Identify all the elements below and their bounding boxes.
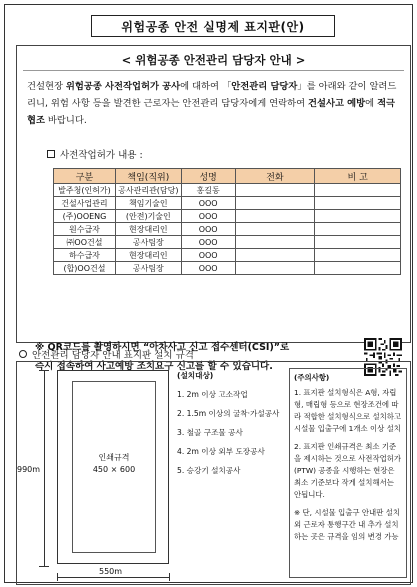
print-size-label: 인쇄규격 [98,453,130,462]
column-header: 성명 [181,169,235,184]
sign-print-area [72,381,156,553]
list-item: 3. 철골 구조물 공사 [177,428,243,437]
width-dimension-label: 550m [99,567,123,576]
work-permit-label [47,147,143,161]
contact-table [53,168,401,275]
table-row [54,223,401,236]
list-item: 4. 2m 이상 외부 도장공사 [177,447,265,456]
table-cell: 원수급자 [54,223,116,236]
table-cell: OOO [181,210,235,223]
table-cell [235,184,315,197]
notice-divider [23,70,404,71]
table-cell: 현장대리인 [115,249,181,262]
column-header: 비 고 [315,169,401,184]
table-cell [315,262,401,275]
column-header: 구분 [54,169,116,184]
table-cell [235,210,315,223]
table-cell: 발주청(인허가) [54,184,116,197]
page-title: 위험공종 안전 실명제 표지판(안) [91,15,335,37]
table-cell [315,184,401,197]
table-cell [235,223,315,236]
intro-emphasis: 위험공종 사전작업허가 공사 [65,81,181,92]
table-cell: 건설사업관리 [54,197,116,210]
caution-item: 1. 표지판 설치형식은 A형, 자립형, 매립형 등으로 현장조건에 따라 적합한 설치형식으로 설치하고 시설물 입출구에 1개소 이상 설치 [294,388,402,433]
dimension-tick [39,370,49,371]
qr-instructions-line: ※ QR코드를 촬영하시면 “아차사고 신고 접수센터(CSI)”로 [35,342,290,353]
table-cell [235,236,315,249]
table-cell: OOO [181,236,235,249]
spec-section-title-text: 안전관리 담당자 안내 표지판 설치 규격 [32,350,194,361]
install-targets [177,370,285,484]
column-header: 전화 [235,169,315,184]
work-permit-label-text: 사전작업허가 내용 : [60,150,143,161]
intro-text: 에 [365,98,378,109]
install-targets-heading: (설치대상) [177,371,214,380]
table-cell [315,236,401,249]
table-row [54,184,401,197]
table-header-row [54,169,401,184]
caution-item: 2. 표지판 인쇄규격은 최소 기준을 제시하는 것으로 사전작업허가(PTW) 공종을 시행하는 현장은 최소 기준보다 작게 설치해서는 안됩니다. [294,442,402,499]
intro-text: 바랍니다. [44,115,87,126]
height-dimension-label: 990m [17,465,41,474]
table-cell: (안전)기술인 [115,210,181,223]
table-row [54,262,401,275]
intro-emphasis: 건설사고 예방 [308,98,366,109]
spec-panel [16,361,411,585]
notice-intro [27,78,405,129]
table-cell [315,210,401,223]
table-cell [235,197,315,210]
caution-item: ※ 단, 시설물 입출구 안내판 설치 외 근로자 통행구간 내 추가 설치하는 곳은 규격을 임의 변경 가능 [294,508,400,541]
page-frame [4,4,413,583]
intro-emphasis: 안전관리 담당자 [231,81,298,92]
list-item: 2. 1.5m 이상의 굴착·가설공사 [177,409,280,418]
table-cell: 책임기술인 [115,197,181,210]
caution-heading: (주의사항) [294,373,330,382]
intro-emphasis: 적극 협조 [27,98,396,126]
intro-text: 건설현장 [27,81,66,92]
notice-heading: < 위험공종 안전관리 담당자 안내 > [121,53,306,67]
list-item: 5. 승강기 설치공사 [177,466,241,475]
table-cell [315,249,401,262]
table-cell: ㈜OO건설 [54,236,116,249]
table-row [54,236,401,249]
table-cell: (합)OO건설 [54,262,116,275]
table-cell: OOO [181,197,235,210]
table-cell [235,249,315,262]
height-dimension-line [44,370,45,566]
qr-instructions-line: 즉시 접속하여 사고예방 조치요구 신고를 할 수 있습니다. [35,361,273,372]
spec-section-title [19,347,194,361]
table-row [54,197,401,210]
dimension-tick [39,566,49,567]
table-row [54,210,401,223]
table-cell: (주)OOENG [54,210,116,223]
checkbox-icon[interactable] [47,150,55,158]
table-cell: OOO [181,262,235,275]
dimension-tick [169,573,170,581]
dimension-tick [57,573,58,581]
table-cell: 현장대리인 [115,223,181,236]
print-size-value: 450 × 600 [92,465,136,474]
table-cell: 공사관리관(담당) [115,184,181,197]
table-cell [315,223,401,236]
table-cell: OOO [181,223,235,236]
intro-text: 에 대하여 「 [180,81,232,92]
column-header: 책임(직위) [115,169,181,184]
table-cell: 홍길동 [181,184,235,197]
table-row [54,249,401,262]
table-cell: 공사팀장 [115,236,181,249]
caution-notes [289,368,407,578]
table-cell: OOO [181,249,235,262]
circle-bullet-icon [19,350,27,358]
width-dimension-line [57,577,169,578]
list-item: 1. 2m 이상 고소작업 [177,390,248,399]
sign-board-diagram [57,370,169,564]
table-cell [235,262,315,275]
table-cell: 공사팀장 [115,262,181,275]
table-cell [315,197,401,210]
intro-text: 」를 아래와 같이 알려드리니, 위험 사항 등을 발견한 근로자는 안전관리 담당자에게 연락하여 [27,81,397,109]
table-cell: 하수급자 [54,249,116,262]
